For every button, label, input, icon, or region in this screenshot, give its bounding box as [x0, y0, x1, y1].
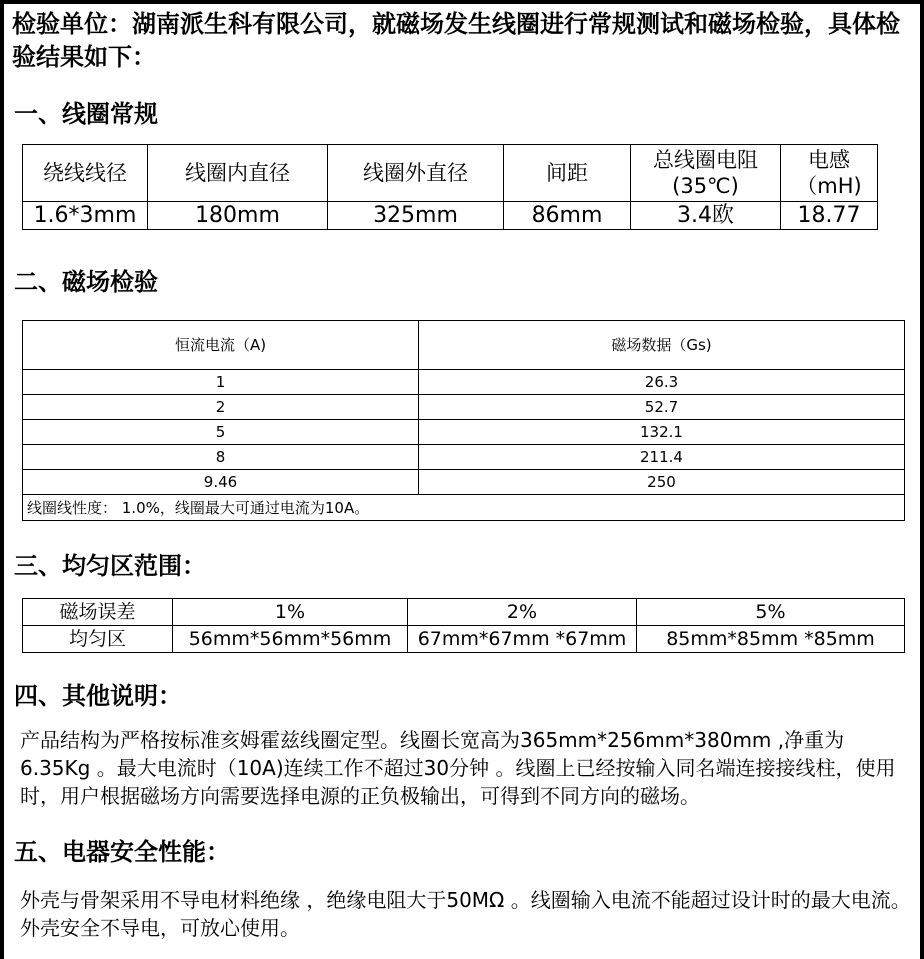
section-title-5: 五、电器安全性能：: [14, 838, 230, 866]
zone-5pct: 85mm*85mm *85mm: [637, 626, 905, 653]
table-row: 1 26.3: [23, 370, 905, 395]
section-title-3: 三、均匀区范围：: [14, 552, 206, 580]
header-field: 磁场数据（Gs): [419, 321, 905, 370]
value-resistance: 3.4欧: [631, 202, 781, 230]
section-title-4: 四、其他说明：: [14, 682, 182, 710]
header-spacing: 间距: [504, 145, 631, 202]
table-row: 2 52.7: [23, 395, 905, 420]
table-row: 8 211.4: [23, 445, 905, 470]
header-current: 恒流电流（A): [23, 321, 419, 370]
header-outer-diameter: 线圈外直径: [328, 145, 504, 202]
linearity-note: 线圈线性度： 1.0%，线圈最大可通过电流为10A。: [23, 495, 905, 521]
other-notes-text: 产品结构为严格按标准亥姆霍兹线圈定型。线圈长宽高为365mm*256mm*380mm ,净重为6.35Kg 。最大电流时（10A)连续工作不超过30分钟 。线圈上已经按输入同名端连接接线柱，使用时，用户根据磁场方向需要选择电源的正负极输出，可得到不同方向的磁场。: [20, 728, 896, 808]
intro-text: 检验单位：湖南派生科有限公司，就磁场发生线圈进行常规测试和磁场检验，具体检验结果如下：: [12, 10, 900, 71]
zone-2pct: 67mm*67mm *67mm: [408, 626, 637, 653]
table-row: 5 132.1: [23, 420, 905, 445]
label-uniform-zone: 均匀区: [23, 626, 173, 653]
coil-spec-table: [22, 144, 878, 230]
frame-left: [0, 0, 4, 959]
error-5pct: 5%: [637, 599, 905, 626]
section-title-2: 二、磁场检验: [14, 268, 158, 296]
field-test-table: [22, 320, 905, 521]
value-wire-diameter: 1.6*3mm: [23, 202, 148, 230]
uniform-zone-table: [22, 598, 905, 653]
value-outer-diameter: 325mm: [328, 202, 504, 230]
error-2pct: 2%: [408, 599, 637, 626]
section-title-1: 一、线圈常规: [14, 100, 158, 128]
table-row: 9.46 250: [23, 470, 905, 495]
safety-notes-text: 外壳与骨架采用不导电材料绝缘 ，绝缘电阻大于50MΩ 。线圈输入电流不能超过设计时的最大电流。外壳安全不导电，可放心使用。: [20, 888, 911, 940]
value-inner-diameter: 180mm: [148, 202, 328, 230]
header-inner-diameter: 线圈内直径: [148, 145, 328, 202]
error-1pct: 1%: [173, 599, 408, 626]
zone-1pct: 56mm*56mm*56mm: [173, 626, 408, 653]
header-inductance: 电感 （mH): [781, 145, 878, 202]
label-field-error: 磁场误差: [23, 599, 173, 626]
header-wire-diameter: 绕线线径: [23, 145, 148, 202]
value-inductance: 18.77: [781, 202, 878, 230]
frame-right: [920, 0, 924, 959]
value-spacing: 86mm: [504, 202, 631, 230]
header-resistance: 总线圈电阻 (35℃): [631, 145, 781, 202]
frame-top: [0, 0, 924, 4]
